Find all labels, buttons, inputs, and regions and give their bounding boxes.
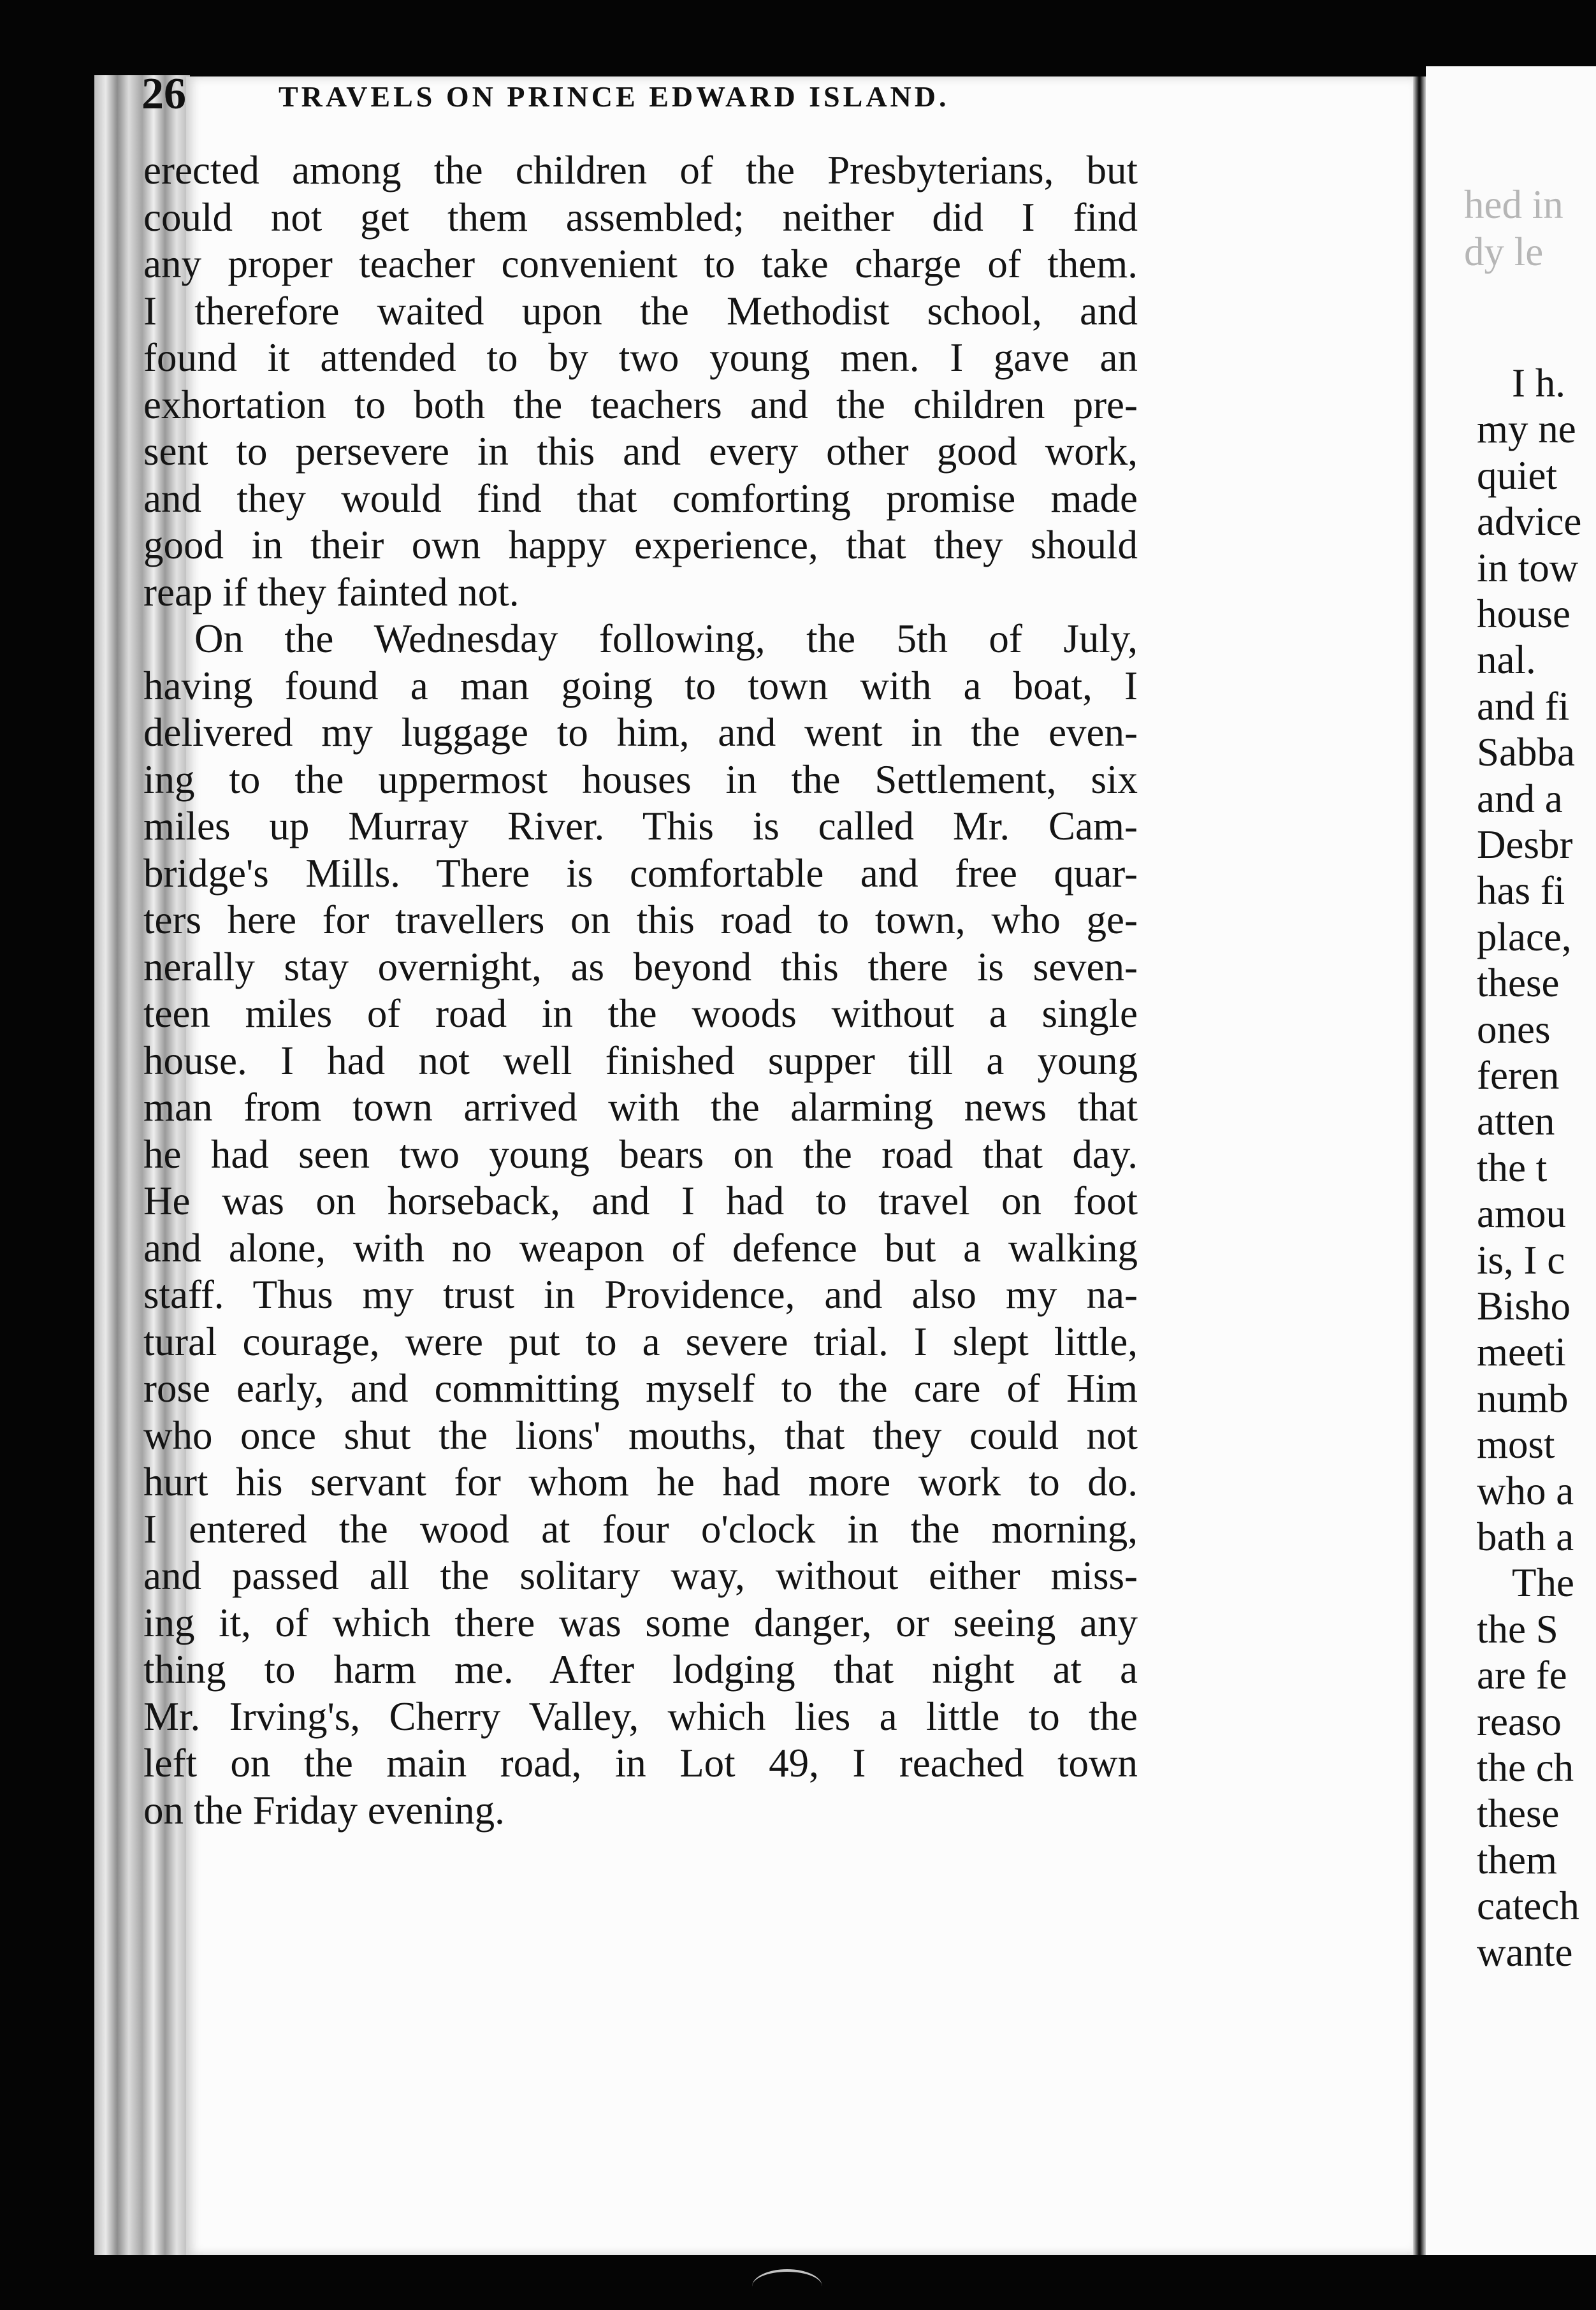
right-page-line: reaso: [1477, 1699, 1562, 1744]
right-page-line: The: [1512, 1560, 1574, 1606]
page-number: 26: [141, 69, 186, 119]
right-page-line: who a: [1477, 1468, 1574, 1513]
body-line: he had seen two young bears on the road that day.: [143, 1131, 1138, 1177]
right-page-line: and fi: [1477, 683, 1570, 729]
right-page-line: Bisho: [1477, 1284, 1571, 1328]
body-line: miles up Murray River. This is called Mr. Cam-: [143, 804, 1138, 848]
right-page-line: I h.: [1512, 361, 1565, 405]
body-line: He was on horseback, and I had to travel on foot: [143, 1179, 1138, 1223]
right-page-line: Desbr: [1477, 822, 1573, 867]
book-gutter: [1413, 76, 1426, 2255]
right-page-line: Sabba: [1477, 730, 1575, 775]
body-line: erected among the children of the Presbyterians, but: [143, 148, 1138, 192]
right-page-line: catech: [1477, 1884, 1579, 1929]
body-line: Mr. Irving's, Cherry Valley, which lies a little to the: [143, 1694, 1138, 1739]
right-page-line: these: [1477, 961, 1560, 1006]
right-page-line: meeti: [1477, 1330, 1566, 1375]
body-line: sent to persevere in this and every other good work,: [143, 429, 1138, 474]
right-page-line: the t: [1477, 1145, 1548, 1190]
right-page-text: [1426, 66, 1596, 2255]
body-line: who once shut the lions' mouths, that they could not: [143, 1413, 1138, 1458]
body-line: and alone, with no weapon of defence but a walking: [143, 1225, 1138, 1270]
right-page-line: is, I c: [1477, 1237, 1565, 1282]
right-page-line: numb: [1477, 1376, 1569, 1421]
body-line: and passed all the solitary way, without either miss-: [143, 1553, 1138, 1598]
right-page-line: atten: [1477, 1099, 1555, 1144]
body-line: man from town arrived with the alarming news that: [143, 1085, 1138, 1130]
right-page-line: them: [1477, 1837, 1557, 1882]
body-line: ing to the uppermost houses in the Settlement, six: [143, 757, 1138, 802]
right-page-line: in tow: [1477, 545, 1579, 590]
right-page-line: feren: [1477, 1053, 1560, 1098]
right-page-line: are fe: [1477, 1653, 1567, 1698]
body-line: could not get them assembled; neither did I find: [143, 194, 1138, 240]
right-page-line: quiet: [1477, 453, 1557, 498]
right-page-line: place,: [1477, 914, 1572, 959]
right-page-line: and a: [1477, 776, 1563, 821]
right-page-line: these: [1477, 1791, 1560, 1836]
page-bottom-mark: [752, 2269, 822, 2304]
body-line: good in their own happy experience, that they should: [143, 523, 1138, 567]
body-line: nerally stay overnight, as beyond this there is seven-: [143, 944, 1138, 989]
right-page-line: house: [1477, 592, 1571, 636]
right-page-line: amou: [1477, 1191, 1566, 1237]
body-line: teen miles of road in the woods without a single: [143, 991, 1138, 1036]
body-line: reap if they fainted not.: [143, 569, 519, 614]
body-line: delivered my luggage to him, and went in the even-: [143, 710, 1138, 755]
right-page-line: nal.: [1477, 637, 1536, 683]
body-line: hurt his servant for whom he had more work to do.: [143, 1460, 1138, 1504]
right-page-line: my ne: [1477, 407, 1576, 452]
body-line: having found a man going to town with a boat, I: [143, 663, 1138, 708]
right-page-line: the ch: [1477, 1745, 1574, 1790]
body-line: and they would find that comforting promise made: [143, 476, 1138, 521]
body-line: found it attended to by two young men. I gave an: [143, 335, 1138, 380]
body-line: ters here for travellers on this road to town, who ge-: [143, 897, 1138, 942]
body-line: On the Wednesday following, the 5th of July,: [194, 616, 1138, 661]
right-page-line: advice: [1477, 499, 1582, 544]
body-line: house. I had not well finished supper till a young: [143, 1038, 1138, 1083]
body-line: rose early, and committing myself to the care of Him: [143, 1366, 1138, 1411]
right-page-line: ones: [1477, 1006, 1551, 1052]
body-line: any proper teacher convenient to take charge of them.: [143, 242, 1138, 286]
right-faded-line: dy le: [1464, 229, 1544, 274]
running-head: [141, 66, 1161, 124]
body-line: exhortation to both the teachers and the children pre-: [143, 382, 1138, 427]
right-page-line: the S: [1477, 1606, 1558, 1652]
running-title: TRAVELS ON PRINCE EDWARD ISLAND.: [279, 80, 950, 113]
right-page-line: wante: [1477, 1929, 1573, 1975]
right-page-line: most: [1477, 1422, 1555, 1467]
body-line: I entered the wood at four o'clock in the morning,: [143, 1506, 1138, 1551]
body-line: left on the main road, in Lot 49, I reached town: [143, 1741, 1138, 1785]
right-page-line: bath a: [1477, 1515, 1574, 1559]
body-line: on the Friday evening.: [143, 1787, 505, 1833]
body-line: bridge's Mills. There is comfortable and free quar-: [143, 850, 1138, 896]
body-line: staff. Thus my trust in Providence, and also my na-: [143, 1272, 1138, 1317]
body-line: thing to harm me. After lodging that night at a: [143, 1647, 1138, 1692]
right-faded-line: hed in: [1464, 182, 1563, 227]
right-page-line: has fi: [1477, 868, 1565, 913]
body-line: ing it, of which there was some danger, or seeing any: [143, 1600, 1138, 1645]
body-line: tural courage, were put to a severe trial. I slept little,: [143, 1319, 1138, 1364]
body-line: I therefore waited upon the Methodist school, and: [143, 288, 1138, 333]
